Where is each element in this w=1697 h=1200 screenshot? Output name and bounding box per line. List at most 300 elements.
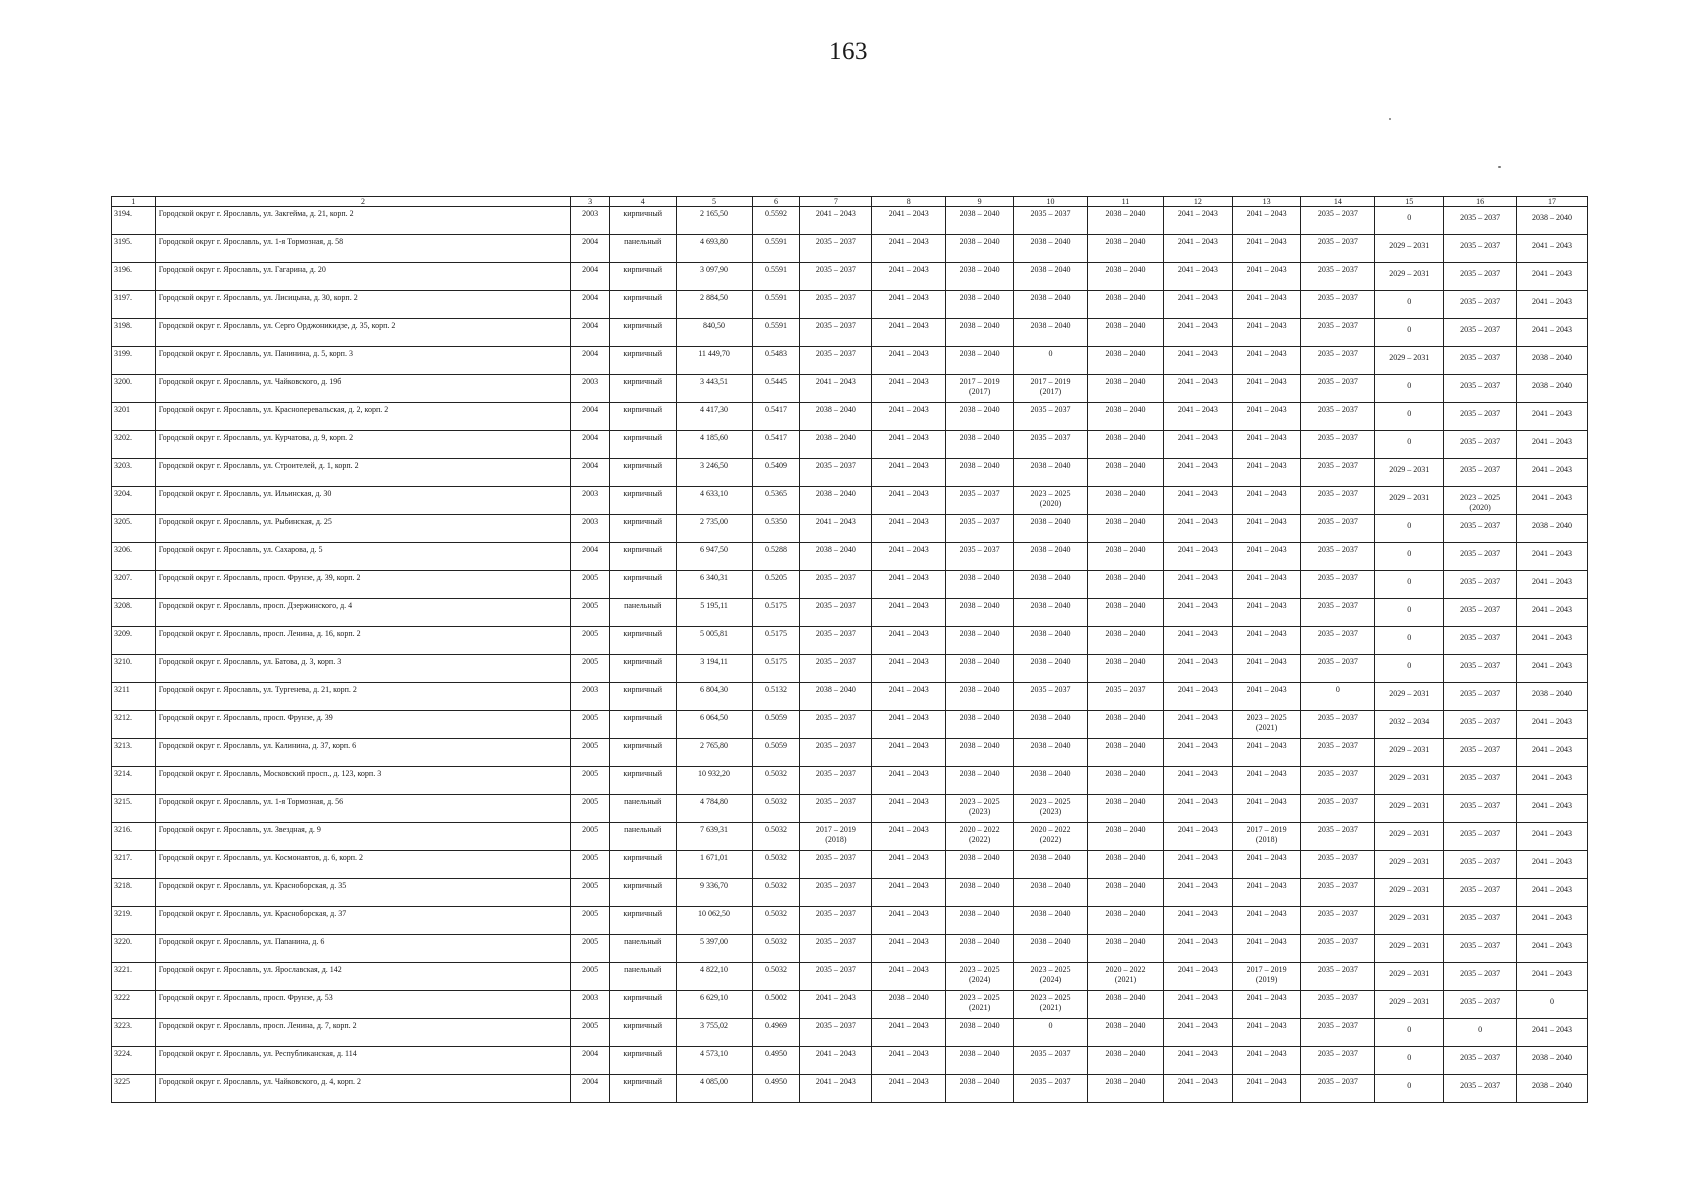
table-cell-col-6: 0.5175	[765, 657, 788, 666]
table-cell	[872, 991, 946, 1019]
table-cell	[946, 235, 1014, 263]
table-cell	[946, 403, 1014, 431]
table-cell-col-7: 2035 – 2037	[815, 741, 856, 750]
column-header-1: 1	[112, 197, 156, 207]
table-cell-col-4: кирпичный	[623, 909, 663, 918]
table-row	[112, 571, 1588, 599]
table-cell	[1301, 1019, 1375, 1047]
table-cell-col-13: 2041 – 2043	[1246, 937, 1287, 946]
table-cell	[752, 515, 800, 543]
table-cell	[1375, 851, 1444, 879]
table-cell	[1517, 263, 1588, 291]
table-cell	[1232, 795, 1301, 823]
table-cell	[800, 319, 872, 347]
table-cell	[872, 207, 946, 235]
table-cell	[1444, 571, 1517, 599]
table-cell-col-13: 2041 – 2043	[1246, 209, 1287, 218]
table-cell-col-16: 2035 – 2037	[1460, 633, 1501, 642]
table-cell	[609, 375, 676, 403]
table-cell	[752, 935, 800, 963]
table-cell	[1301, 431, 1375, 459]
table-cell	[1301, 907, 1375, 935]
table-cell	[155, 487, 571, 515]
table-cell-col-8: 2041 – 2043	[888, 657, 929, 666]
table-cell-col-6: 0.4969	[765, 1021, 788, 1030]
table-cell	[155, 1075, 571, 1103]
table-cell-col-1: 3217.	[114, 853, 132, 862]
table-cell	[800, 543, 872, 571]
table-cell-col-14: 2035 – 2037	[1317, 1049, 1358, 1058]
table-cell-col-9: 2038 – 2040	[959, 769, 1000, 778]
table-cell-col-1: 3195.	[114, 237, 132, 246]
table-cell	[609, 795, 676, 823]
table-cell	[609, 235, 676, 263]
table-cell-col-12: 2041 – 2043	[1177, 741, 1218, 750]
table-cell-col-14: 2035 – 2037	[1317, 741, 1358, 750]
table-cell	[112, 1019, 156, 1047]
table-cell-col-8: 2041 – 2043	[888, 909, 929, 918]
table-cell-col-3: 2004	[582, 461, 599, 470]
table-cell-col-16: 2035 – 2037	[1460, 689, 1501, 698]
table-cell	[112, 459, 156, 487]
table-cell	[872, 263, 946, 291]
table-cell-col-16: 2035 – 2037	[1460, 1081, 1501, 1090]
table-cell-col-3: 2005	[582, 853, 599, 862]
table-cell-col-9: 2038 – 2040	[959, 601, 1000, 610]
table-cell	[1444, 431, 1517, 459]
table-cell	[155, 1047, 571, 1075]
table-cell	[1375, 627, 1444, 655]
table-cell	[571, 1019, 610, 1047]
table-cell	[609, 907, 676, 935]
table-cell-col-16: 2035 – 2037	[1460, 773, 1501, 782]
table-cell	[1163, 543, 1232, 571]
table-cell	[571, 963, 610, 991]
table-cell	[1087, 907, 1163, 935]
table-cell-col-15: 2029 – 2031	[1389, 689, 1430, 698]
table-cell	[946, 459, 1014, 487]
table-cell	[609, 263, 676, 291]
table-cell	[571, 291, 610, 319]
table-cell	[1517, 683, 1588, 711]
table-cell	[609, 487, 676, 515]
table-cell	[872, 1047, 946, 1075]
table-cell	[609, 739, 676, 767]
table-cell-col-14: 2035 – 2037	[1317, 713, 1358, 722]
table-cell-col-11: 2038 – 2040	[1105, 433, 1146, 442]
table-cell-col-3: 2003	[582, 517, 599, 526]
table-cell	[571, 487, 610, 515]
table-cell	[1163, 1019, 1232, 1047]
table-cell	[609, 431, 676, 459]
table-cell	[1163, 459, 1232, 487]
table-cell	[571, 459, 610, 487]
table-cell	[1163, 431, 1232, 459]
table-cell	[155, 627, 571, 655]
table-cell	[571, 655, 610, 683]
table-cell-col-6: 0.5032	[765, 909, 788, 918]
table-cell	[609, 823, 676, 851]
table-cell	[609, 1047, 676, 1075]
table-cell-col-14: 0	[1335, 685, 1340, 694]
table-cell-col-2: Городской округ г. Ярославль, ул. Рыбинская, д. 25	[158, 517, 332, 526]
table-cell	[1232, 1075, 1301, 1103]
table-cell-col-9: 2038 – 2040	[959, 433, 1000, 442]
table-cell-col-12: 2041 – 2043	[1177, 405, 1218, 414]
table-cell	[1517, 795, 1588, 823]
table-cell-col-12: 2041 – 2043	[1177, 433, 1218, 442]
table-cell-col-10: 2038 – 2040	[1030, 881, 1071, 890]
table-row	[112, 235, 1588, 263]
table-cell-col-8: 2041 – 2043	[888, 937, 929, 946]
table-cell	[112, 1075, 156, 1103]
table-cell	[1444, 963, 1517, 991]
table-cell	[1163, 627, 1232, 655]
table-cell-col-11: 2038 – 2040	[1105, 601, 1146, 610]
table-cell-col-2: Городской округ г. Ярославль, ул. Чайковского, д. 4, корп. 2	[158, 1077, 362, 1086]
table-cell-col-11: 2038 – 2040	[1105, 405, 1146, 414]
table-cell-col-7: 2035 – 2037	[815, 713, 856, 722]
table-cell	[800, 291, 872, 319]
table-cell-col-8: 2041 – 2043	[888, 1077, 929, 1086]
table-cell	[676, 627, 752, 655]
table-cell	[1375, 263, 1444, 291]
table-cell-col-14: 2035 – 2037	[1317, 321, 1358, 330]
table-cell-col-4: кирпичный	[623, 405, 663, 414]
table-cell-col-13: 2041 – 2043	[1246, 769, 1287, 778]
table-cell	[1301, 963, 1375, 991]
table-cell-col-14: 2035 – 2037	[1317, 237, 1358, 246]
table-cell	[1087, 263, 1163, 291]
table-cell-col-6: 0.5132	[765, 685, 788, 694]
table-cell-col-13: 2041 – 2043	[1246, 573, 1287, 582]
table-cell	[1517, 543, 1588, 571]
table-cell-col-1: 3200.	[114, 377, 132, 386]
table-cell-col-17: 2041 – 2043	[1532, 493, 1573, 502]
table-cell-col-17: 2041 – 2043	[1532, 465, 1573, 474]
table-cell	[1232, 487, 1301, 515]
table-cell	[946, 571, 1014, 599]
table-cell-col-3: 2003	[582, 489, 599, 498]
table-cell-col-5: 5 195,11	[700, 601, 728, 610]
table-cell	[155, 543, 571, 571]
table-cell	[1444, 347, 1517, 375]
table-cell-col-13: 2041 – 2043	[1246, 993, 1287, 1002]
table-cell-col-13: 2041 – 2043	[1246, 797, 1287, 806]
table-cell-col-7: 2038 – 2040	[815, 433, 856, 442]
table-cell	[112, 879, 156, 907]
table-cell-col-7: 2041 – 2043	[815, 517, 856, 526]
table-cell-col-16: 2035 – 2037	[1460, 969, 1501, 978]
table-cell	[676, 991, 752, 1019]
table-cell	[946, 263, 1014, 291]
table-cell-col-2: Городской округ г. Ярославль, ул. Лисицына, д. 30, корп. 2	[158, 293, 358, 302]
table-cell	[872, 767, 946, 795]
table-cell-col-4: панельный	[624, 825, 662, 834]
table-cell	[1301, 823, 1375, 851]
table-cell	[872, 291, 946, 319]
table-cell-col-5: 4 085,00	[700, 1077, 729, 1086]
table-cell-col-6: 0.5288	[765, 545, 788, 554]
table-cell	[1301, 711, 1375, 739]
table-cell-col-2: Городской округ г. Ярославль, ул. Курчатова, д. 9, корп. 2	[158, 433, 354, 442]
table-cell-col-9: 2035 – 2037	[959, 489, 1000, 498]
table-cell-col-3: 2004	[582, 349, 599, 358]
table-cell	[1232, 879, 1301, 907]
table-cell-col-9: 2038 – 2040	[959, 209, 1000, 218]
table-cell-col-10: 2038 – 2040	[1030, 321, 1071, 330]
table-cell	[1375, 1047, 1444, 1075]
table-cell	[112, 851, 156, 879]
table-cell	[1232, 1019, 1301, 1047]
table-cell-col-6: 0.5205	[765, 573, 788, 582]
table-cell-col-17: 2041 – 2043	[1532, 549, 1573, 558]
table-cell	[1301, 739, 1375, 767]
table-cell-col-9: 2038 – 2040	[959, 629, 1000, 638]
table-cell-col-13: 2041 – 2043	[1246, 405, 1287, 414]
table-cell-col-15: 0	[1407, 213, 1412, 222]
table-cell	[1013, 655, 1087, 683]
table-cell-col-10: 2023 – 2025 (2021)	[1030, 993, 1071, 1012]
table-cell-col-3: 2003	[582, 209, 599, 218]
table-cell	[1232, 1047, 1301, 1075]
table-cell-col-9: 2038 – 2040	[959, 349, 1000, 358]
table-row	[112, 711, 1588, 739]
table-cell	[1087, 739, 1163, 767]
table-cell-col-6: 0.5032	[765, 825, 788, 834]
table-cell	[571, 683, 610, 711]
table-cell-col-7: 2035 – 2037	[815, 629, 856, 638]
table-cell	[1013, 935, 1087, 963]
table-cell-col-7: 2035 – 2037	[815, 909, 856, 918]
table-cell-col-8: 2041 – 2043	[888, 853, 929, 862]
table-cell-col-9: 2038 – 2040	[959, 713, 1000, 722]
table-cell-col-14: 2035 – 2037	[1317, 881, 1358, 890]
table-cell	[1087, 795, 1163, 823]
table-cell-col-16: 2035 – 2037	[1460, 941, 1501, 950]
table-cell	[1517, 767, 1588, 795]
table-cell	[1013, 991, 1087, 1019]
table-cell	[676, 851, 752, 879]
table-cell	[1163, 1047, 1232, 1075]
table-cell-col-12: 2041 – 2043	[1177, 209, 1218, 218]
column-header-11: 11	[1087, 197, 1163, 207]
table-cell-col-2: Городской округ г. Ярославль, просп. Фрунзе, д. 53	[158, 993, 333, 1002]
table-cell-col-15: 2032 – 2034	[1389, 717, 1430, 726]
table-cell	[155, 739, 571, 767]
table-cell-col-11: 2038 – 2040	[1105, 237, 1146, 246]
table-cell	[155, 907, 571, 935]
table-cell	[112, 739, 156, 767]
table-cell-col-15: 2029 – 2031	[1389, 997, 1430, 1006]
table-cell-col-1: 3199.	[114, 349, 132, 358]
table-cell	[155, 291, 571, 319]
table-cell-col-5: 4 417,30	[700, 405, 729, 414]
table-cell-col-9: 2038 – 2040	[959, 909, 1000, 918]
table-cell-col-1: 3204.	[114, 489, 132, 498]
table-cell-col-7: 2035 – 2037	[815, 1021, 856, 1030]
table-cell-col-13: 2041 – 2043	[1246, 321, 1287, 330]
table-cell	[800, 795, 872, 823]
table-cell-col-7: 2017 – 2019 (2018)	[815, 825, 856, 844]
table-cell	[155, 403, 571, 431]
table-cell	[1087, 207, 1163, 235]
table-cell	[946, 1047, 1014, 1075]
table-cell-col-4: кирпичный	[623, 657, 663, 666]
table-cell	[946, 935, 1014, 963]
table-cell-col-8: 2041 – 2043	[888, 265, 929, 274]
table-cell	[1375, 879, 1444, 907]
table-cell-col-15: 0	[1407, 297, 1412, 306]
table-cell	[800, 627, 872, 655]
table-cell	[609, 1019, 676, 1047]
table-cell	[1013, 851, 1087, 879]
table-cell	[1517, 459, 1588, 487]
table-cell-col-11: 2038 – 2040	[1105, 797, 1146, 806]
table-cell-col-12: 2041 – 2043	[1177, 825, 1218, 834]
table-cell-col-16: 2035 – 2037	[1460, 605, 1501, 614]
table-cell	[1517, 515, 1588, 543]
table-cell-col-3: 2005	[582, 937, 599, 946]
table-cell	[571, 1047, 610, 1075]
table-cell	[1301, 1075, 1375, 1103]
table-cell-col-4: кирпичный	[623, 489, 663, 498]
table-cell	[1013, 291, 1087, 319]
table-cell-col-1: 3211	[114, 685, 130, 694]
table-cell-col-17: 2041 – 2043	[1532, 913, 1573, 922]
table-cell-col-12: 2041 – 2043	[1177, 965, 1218, 974]
table-cell	[609, 403, 676, 431]
table-cell-col-2: Городской округ г. Ярославль, ул. Ильинская, д. 30	[158, 489, 332, 498]
table-cell-col-6: 0.5365	[765, 489, 788, 498]
table-cell	[1301, 375, 1375, 403]
table-cell	[1301, 543, 1375, 571]
table-cell-col-7: 2035 – 2037	[815, 601, 856, 610]
table-cell-col-7: 2035 – 2037	[815, 293, 856, 302]
table-cell-col-2: Городской округ г. Ярославль, просп. Ленина, д. 7, корп. 2	[158, 1021, 357, 1030]
table-cell	[609, 991, 676, 1019]
table-cell-col-7: 2035 – 2037	[815, 797, 856, 806]
table-cell	[1087, 627, 1163, 655]
table-cell	[676, 1075, 752, 1103]
table-cell	[752, 739, 800, 767]
table-cell-col-17: 2041 – 2043	[1532, 605, 1573, 614]
table-cell-col-16: 2035 – 2037	[1460, 297, 1501, 306]
table-cell-col-3: 2003	[582, 993, 599, 1002]
table-cell	[1444, 459, 1517, 487]
table-row	[112, 795, 1588, 823]
table-cell	[872, 431, 946, 459]
table-cell	[155, 711, 571, 739]
table-cell-col-4: кирпичный	[623, 713, 663, 722]
column-header-10: 10	[1013, 197, 1087, 207]
table-cell	[800, 767, 872, 795]
table-cell-col-2: Городской округ г. Ярославль, ул. 1-я Тормозная, д. 56	[158, 797, 344, 806]
table-cell-col-12: 2041 – 2043	[1177, 377, 1218, 386]
table-cell	[1232, 683, 1301, 711]
table-cell	[1087, 459, 1163, 487]
table-cell	[752, 403, 800, 431]
table-cell-col-12: 2041 – 2043	[1177, 713, 1218, 722]
table-cell-col-8: 2041 – 2043	[888, 1021, 929, 1030]
table-cell-col-4: панельный	[624, 601, 662, 610]
table-cell-col-6: 0.4950	[765, 1049, 788, 1058]
table-cell-col-13: 2041 – 2043	[1246, 489, 1287, 498]
table-cell-col-13: 2041 – 2043	[1246, 237, 1287, 246]
table-cell	[1375, 963, 1444, 991]
table-cell	[1232, 263, 1301, 291]
table-cell	[1163, 823, 1232, 851]
table-cell-col-12: 2041 – 2043	[1177, 237, 1218, 246]
table-cell	[946, 207, 1014, 235]
table-cell	[1444, 683, 1517, 711]
table-cell	[800, 347, 872, 375]
table-cell-col-11: 2038 – 2040	[1105, 573, 1146, 582]
table-cell	[1517, 991, 1588, 1019]
table-cell-col-10: 2035 – 2037	[1030, 685, 1071, 694]
table-cell	[1087, 1075, 1163, 1103]
table-cell-col-5: 4 693,80	[700, 237, 729, 246]
table-cell	[1517, 599, 1588, 627]
table-cell	[1087, 851, 1163, 879]
table-cell-col-13: 2041 – 2043	[1246, 377, 1287, 386]
table-cell-col-12: 2041 – 2043	[1177, 293, 1218, 302]
table-cell	[1163, 963, 1232, 991]
table-cell	[1013, 879, 1087, 907]
table-cell-col-17: 2041 – 2043	[1532, 969, 1573, 978]
table-cell	[1013, 403, 1087, 431]
table-cell-col-5: 6 629,10	[700, 993, 729, 1002]
table-cell-col-8: 2041 – 2043	[888, 545, 929, 554]
table-cell-col-9: 2023 – 2025 (2023)	[959, 797, 1000, 816]
table-cell-col-2: Городской округ г. Ярославль, ул. Батова, д. 3, корп. 3	[158, 657, 342, 666]
table-cell	[571, 823, 610, 851]
table-cell	[1163, 683, 1232, 711]
table-cell-col-1: 3207.	[114, 573, 132, 582]
table-cell-col-4: кирпичный	[623, 461, 663, 470]
table-cell	[752, 375, 800, 403]
table-cell	[571, 431, 610, 459]
table-cell	[800, 683, 872, 711]
table-cell	[112, 263, 156, 291]
table-cell-col-4: кирпичный	[623, 629, 663, 638]
table-cell-col-16: 2035 – 2037	[1460, 913, 1501, 922]
table-cell-col-1: 3222	[114, 993, 130, 1002]
table-cell	[1517, 403, 1588, 431]
table-cell-col-9: 2038 – 2040	[959, 573, 1000, 582]
table-cell-col-6: 0.5591	[765, 237, 788, 246]
table-cell-col-5: 3 755,02	[700, 1021, 729, 1030]
table-cell-col-4: кирпичный	[623, 1021, 663, 1030]
table-cell	[752, 991, 800, 1019]
table-cell-col-11: 2038 – 2040	[1105, 293, 1146, 302]
table-cell-col-17: 2038 – 2040	[1532, 689, 1573, 698]
table-cell-col-9: 2038 – 2040	[959, 1077, 1000, 1086]
table-row	[112, 599, 1588, 627]
table-cell	[752, 207, 800, 235]
table-row	[112, 823, 1588, 851]
table-cell-col-2: Городской округ г. Ярославль, просп. Фрунзе, д. 39	[158, 713, 333, 722]
table-cell-col-15: 2029 – 2031	[1389, 465, 1430, 474]
table-cell-col-16: 2035 – 2037	[1460, 997, 1501, 1006]
table-cell-col-14: 2035 – 2037	[1317, 517, 1358, 526]
table-cell	[872, 907, 946, 935]
table-cell-col-1: 3219.	[114, 909, 132, 918]
table-cell	[1163, 991, 1232, 1019]
table-cell	[800, 599, 872, 627]
table-cell-col-2: Городской округ г. Ярославль, ул. Строителей, д. 1, корп. 2	[158, 461, 359, 470]
table-row	[112, 907, 1588, 935]
